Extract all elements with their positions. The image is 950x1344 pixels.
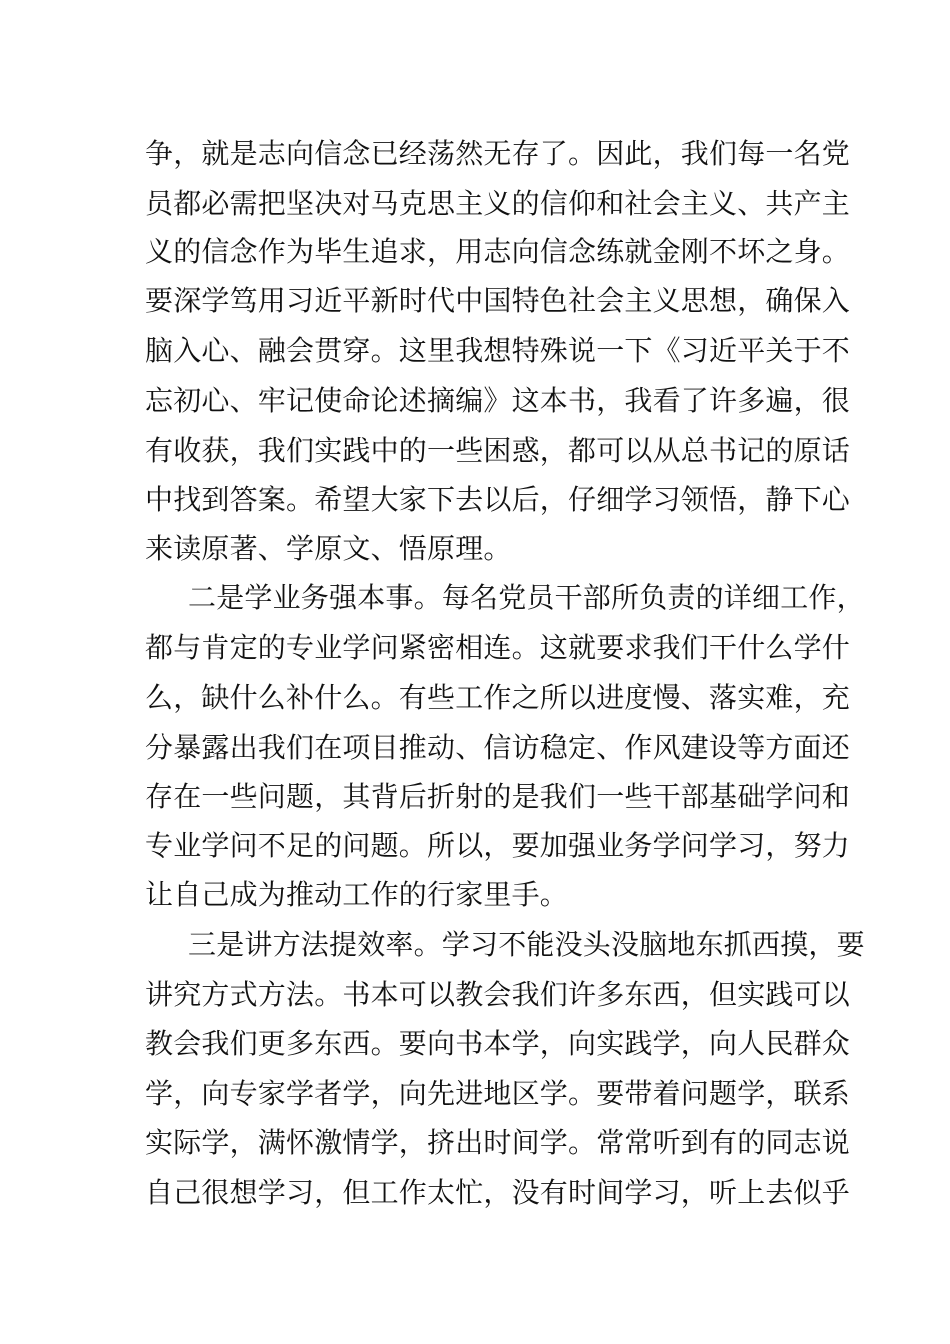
text-line: 都与肯定的专业学问紧密相连。这就要求我们干什么学什 — [145, 631, 851, 664]
text-line: 中找到答案。希望大家下去以后，仔细学习领悟，静下心 — [145, 483, 851, 516]
text-line: 来读原著、学原文、悟原理。 — [145, 532, 512, 565]
text-line: 学，向专家学者学，向先进地区学。要带着问题学，联系 — [145, 1077, 851, 1110]
text-line: 让自己成为推动工作的行家里手。 — [145, 878, 569, 911]
text-line: 忘初心、牢记使命论述摘编》这本书，我看了许多遍，很 — [145, 384, 851, 417]
text-line: 争，就是志向信念已经荡然无存了。因此，我们每一名党 — [145, 137, 851, 170]
text-line: 自己很想学习，但工作太忙，没有时间学习，听上去似乎 — [145, 1176, 851, 1209]
text-line: 讲究方式方法。书本可以教会我们许多东西，但实践可以 — [145, 978, 851, 1011]
text-line: 专业学问不足的问题。所以，要加强业务学问学习，努力 — [145, 829, 851, 862]
text-line: 要深学笃用习近平新时代中国特色社会主义思想，确保入 — [145, 284, 851, 317]
text-line: 存在一些问题，其背后折射的是我们一些干部基础学问和 — [145, 780, 851, 813]
text-line: 分暴露出我们在项目推动、信访稳定、作风建设等方面还 — [145, 731, 851, 764]
text-line: 有收获，我们实践中的一些困惑，都可以从总书记的原话 — [145, 434, 851, 467]
text-line: 实际学，满怀激情学，挤出时间学。常常听到有的同志说 — [145, 1126, 851, 1159]
paragraph-start-line: 三是讲方法提效率。学习不能没头没脑地东抓西摸，要 — [188, 928, 865, 961]
text-line: 教会我们更多东西。要向书本学，向实践学，向人民群众 — [145, 1027, 851, 1060]
text-line: 脑入心、融会贯穿。这里我想特殊说一下《习近平关于不 — [145, 334, 851, 367]
paragraph-start-line: 二是学业务强本事。每名党员干部所负责的详细工作， — [188, 581, 865, 614]
text-line: 义的信念作为毕生追求，用志向信念练就金刚不坏之身。 — [145, 235, 851, 268]
text-line: 么，缺什么补什么。有些工作之所以进度慢、落实难，充 — [145, 681, 851, 714]
text-line: 员都必需把坚决对马克思主义的信仰和社会主义、共产主 — [145, 187, 851, 220]
